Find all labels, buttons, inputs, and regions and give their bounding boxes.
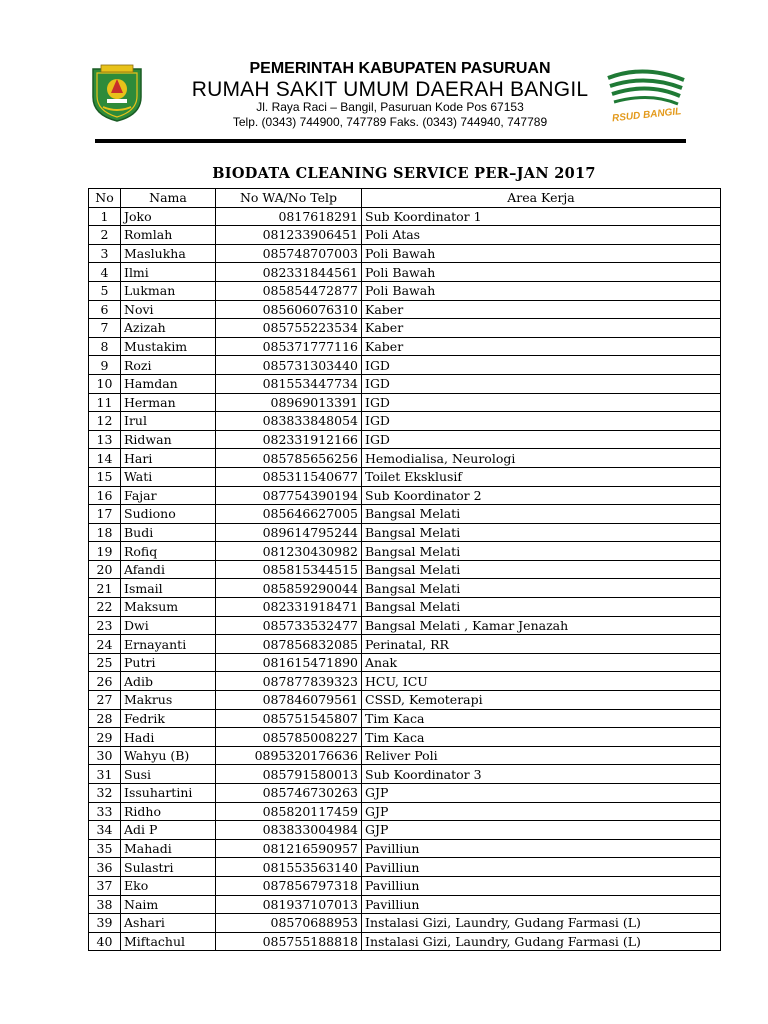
cell-no: 1 (89, 207, 121, 226)
cell-area: Poli Bawah (362, 244, 721, 263)
cell-phone: 081553447734 (216, 374, 362, 393)
cell-area: Bangsal Melati (362, 560, 721, 579)
table-row (89, 784, 721, 803)
cell-area: CSSD, Kemoterapi (362, 691, 721, 710)
cell-nama: Hadi (121, 728, 216, 747)
cell-phone: 085748707003 (216, 244, 362, 263)
cell-no: 18 (89, 523, 121, 542)
cell-area: Bangsal Melati (362, 523, 721, 542)
table-row (89, 765, 721, 784)
cell-area: Bangsal Melati (362, 542, 721, 561)
cell-phone: 085785008227 (216, 728, 362, 747)
cell-nama: Ashari (121, 914, 216, 933)
letterhead (0, 0, 768, 150)
cell-phone: 082331912166 (216, 430, 362, 449)
hospital-address: Jl. Raya Raci – Bangil, Pasuruan Kode Pos 67153 (256, 100, 524, 114)
table-row (89, 374, 721, 393)
table-row (89, 876, 721, 895)
cell-area: Bangsal Melati , Kamar Jenazah (362, 616, 721, 635)
cell-no: 19 (89, 542, 121, 561)
cell-nama: Mustakim (121, 337, 216, 356)
cell-nama: Romlah (121, 226, 216, 245)
table-row (89, 207, 721, 226)
cell-phone: 0817618291 (216, 207, 362, 226)
table-row (89, 542, 721, 561)
cell-no: 34 (89, 821, 121, 840)
table-row (89, 616, 721, 635)
table-row (89, 728, 721, 747)
cell-nama: Ilmi (121, 263, 216, 282)
cell-nama: Fajar (121, 486, 216, 505)
cell-no: 40 (89, 932, 121, 951)
cell-no: 9 (89, 356, 121, 375)
cell-nama: Wati (121, 467, 216, 486)
cell-area: Bangsal Melati (362, 598, 721, 617)
cell-phone: 085731303440 (216, 356, 362, 375)
cell-phone: 085755188818 (216, 932, 362, 951)
cell-nama: Hamdan (121, 374, 216, 393)
cell-nama: Azizah (121, 319, 216, 338)
cell-phone: 083833848054 (216, 412, 362, 431)
cell-phone: 087846079561 (216, 691, 362, 710)
cell-area: Instalasi Gizi, Laundry, Gudang Farmasi (L) (362, 932, 721, 951)
government-name: PEMERINTAH KABUPATEN PASURUAN (249, 60, 551, 77)
table-row (89, 691, 721, 710)
table-row (89, 895, 721, 914)
cell-nama: Rozi (121, 356, 216, 375)
cell-area: Toilet Eksklusif (362, 467, 721, 486)
cell-no: 35 (89, 839, 121, 858)
cell-area: Perinatal, RR (362, 635, 721, 654)
table-row (89, 281, 721, 300)
cell-nama: Maksum (121, 598, 216, 617)
table-row (89, 486, 721, 505)
cell-no: 31 (89, 765, 121, 784)
cell-area: HCU, ICU (362, 672, 721, 691)
cell-phone: 085371777116 (216, 337, 362, 356)
cell-phone: 085820117459 (216, 802, 362, 821)
cell-no: 12 (89, 412, 121, 431)
cell-phone: 085746730263 (216, 784, 362, 803)
cell-nama: Ridho (121, 802, 216, 821)
cell-area: GJP (362, 784, 721, 803)
table-row (89, 244, 721, 263)
cell-nama: Putri (121, 653, 216, 672)
table-row (89, 802, 721, 821)
cell-area: Reliver Poli (362, 746, 721, 765)
cell-phone: 085859290044 (216, 579, 362, 598)
table-row (89, 505, 721, 524)
cleaning-service-table (88, 188, 721, 951)
cell-nama: Hari (121, 449, 216, 468)
table-body (89, 207, 721, 951)
table-row (89, 932, 721, 951)
cell-phone: 085311540677 (216, 467, 362, 486)
cell-no: 4 (89, 263, 121, 282)
cell-phone: 087856832085 (216, 635, 362, 654)
cell-no: 13 (89, 430, 121, 449)
cell-phone: 081230430982 (216, 542, 362, 561)
cell-area: IGD (362, 412, 721, 431)
table-row (89, 914, 721, 933)
table-row (89, 467, 721, 486)
table-row (89, 523, 721, 542)
cell-phone: 087856797318 (216, 876, 362, 895)
cell-no: 26 (89, 672, 121, 691)
cell-area: Pavilliun (362, 839, 721, 858)
table-row (89, 263, 721, 282)
cell-area: Sub Koordinator 2 (362, 486, 721, 505)
cell-area: Kaber (362, 300, 721, 319)
cell-nama: Miftachul (121, 932, 216, 951)
cell-no: 39 (89, 914, 121, 933)
cell-phone: 081937107013 (216, 895, 362, 914)
cell-no: 5 (89, 281, 121, 300)
cell-area: Bangsal Melati (362, 579, 721, 598)
column-header-phone: No WA/No Telp (216, 189, 362, 208)
cell-phone: 085646627005 (216, 505, 362, 524)
cell-area: Poli Bawah (362, 263, 721, 282)
cell-no: 25 (89, 653, 121, 672)
cell-nama: Sudiono (121, 505, 216, 524)
cell-phone: 08969013391 (216, 393, 362, 412)
cell-phone: 085733532477 (216, 616, 362, 635)
cell-no: 36 (89, 858, 121, 877)
table-row (89, 560, 721, 579)
cell-no: 3 (89, 244, 121, 263)
cell-nama: Naim (121, 895, 216, 914)
column-header-nama: Nama (121, 189, 216, 208)
table-row (89, 430, 721, 449)
cell-no: 28 (89, 709, 121, 728)
cell-phone: 0895320176636 (216, 746, 362, 765)
cell-nama: Makrus (121, 691, 216, 710)
table-row (89, 821, 721, 840)
cell-phone: 087877839323 (216, 672, 362, 691)
cell-phone: 085755223534 (216, 319, 362, 338)
table-row (89, 858, 721, 877)
cell-no: 17 (89, 505, 121, 524)
cell-area: Instalasi Gizi, Laundry, Gudang Farmasi (L) (362, 914, 721, 933)
column-header-area: Area Kerja (362, 189, 721, 208)
cell-area: Poli Bawah (362, 281, 721, 300)
cell-area: Bangsal Melati (362, 505, 721, 524)
cell-area: GJP (362, 821, 721, 840)
cell-nama: Issuhartini (121, 784, 216, 803)
cell-no: 6 (89, 300, 121, 319)
cell-nama: Rofiq (121, 542, 216, 561)
cell-area: IGD (362, 430, 721, 449)
cell-no: 2 (89, 226, 121, 245)
cell-nama: Novi (121, 300, 216, 319)
cell-nama: Susi (121, 765, 216, 784)
table-row (89, 226, 721, 245)
table-header-row (89, 189, 721, 208)
cell-phone: 085815344515 (216, 560, 362, 579)
cell-nama: Ernayanti (121, 635, 216, 654)
cell-no: 22 (89, 598, 121, 617)
cell-nama: Irul (121, 412, 216, 431)
cell-phone: 081553563140 (216, 858, 362, 877)
document-title: BIODATA CLEANING SERVICE PER–JAN 2017 (212, 165, 596, 182)
cell-phone: 085854472877 (216, 281, 362, 300)
cell-nama: Herman (121, 393, 216, 412)
pasuruan-regency-crest-icon (89, 63, 145, 123)
cell-phone: 082331844561 (216, 263, 362, 282)
cell-phone: 081216590957 (216, 839, 362, 858)
cell-nama: Wahyu (B) (121, 746, 216, 765)
cell-no: 20 (89, 560, 121, 579)
cell-area: IGD (362, 356, 721, 375)
cell-no: 27 (89, 691, 121, 710)
cell-no: 21 (89, 579, 121, 598)
table-row (89, 393, 721, 412)
cell-area: Tim Kaca (362, 728, 721, 747)
cell-phone: 085751545807 (216, 709, 362, 728)
table-row (89, 709, 721, 728)
cell-phone: 08570688953 (216, 914, 362, 933)
cell-phone: 087754390194 (216, 486, 362, 505)
table-row (89, 412, 721, 431)
cell-no: 16 (89, 486, 121, 505)
cell-no: 24 (89, 635, 121, 654)
cell-no: 30 (89, 746, 121, 765)
cell-no: 38 (89, 895, 121, 914)
cell-area: Pavilliun (362, 858, 721, 877)
cell-nama: Joko (121, 207, 216, 226)
cell-no: 33 (89, 802, 121, 821)
cell-nama: Adi P (121, 821, 216, 840)
table-row (89, 653, 721, 672)
cell-nama: Sulastri (121, 858, 216, 877)
cell-area: Kaber (362, 319, 721, 338)
cell-area: GJP (362, 802, 721, 821)
column-header-no: No (89, 189, 121, 208)
cell-nama: Mahadi (121, 839, 216, 858)
cell-phone: 085785656256 (216, 449, 362, 468)
cell-no: 37 (89, 876, 121, 895)
cell-nama: Maslukha (121, 244, 216, 263)
cell-no: 7 (89, 319, 121, 338)
cell-phone: 082331918471 (216, 598, 362, 617)
cell-nama: Ridwan (121, 430, 216, 449)
table-row (89, 598, 721, 617)
cell-area: Pavilliun (362, 895, 721, 914)
cell-nama: Afandi (121, 560, 216, 579)
table-row (89, 746, 721, 765)
cell-area: Tim Kaca (362, 709, 721, 728)
cell-nama: Fedrik (121, 709, 216, 728)
cell-area: Sub Koordinator 3 (362, 765, 721, 784)
cell-nama: Adib (121, 672, 216, 691)
cell-no: 14 (89, 449, 121, 468)
hospital-phone: Telp. (0343) 744900, 747789 Faks. (0343) 744940, 747789 (232, 115, 548, 129)
cell-no: 29 (89, 728, 121, 747)
cell-area: Kaber (362, 337, 721, 356)
cell-no: 8 (89, 337, 121, 356)
cell-area: Poli Atas (362, 226, 721, 245)
table-row (89, 300, 721, 319)
table-row (89, 356, 721, 375)
cell-nama: Budi (121, 523, 216, 542)
cell-nama: Ismail (121, 579, 216, 598)
cell-area: IGD (362, 374, 721, 393)
cell-area: Anak (362, 653, 721, 672)
cell-no: 10 (89, 374, 121, 393)
hospital-name: RUMAH SAKIT UMUM DAERAH BANGIL (191, 78, 589, 101)
cell-area: Hemodialisa, Neurologi (362, 449, 721, 468)
cell-phone: 085606076310 (216, 300, 362, 319)
cell-area: Pavilliun (362, 876, 721, 895)
table-row (89, 839, 721, 858)
table-row (89, 672, 721, 691)
table-row (89, 579, 721, 598)
cell-phone: 081233906451 (216, 226, 362, 245)
cell-no: 11 (89, 393, 121, 412)
cell-nama: Eko (121, 876, 216, 895)
table-row (89, 337, 721, 356)
letterhead-divider (95, 139, 686, 143)
cell-phone: 083833004984 (216, 821, 362, 840)
table-row (89, 449, 721, 468)
rsud-bangil-logo-icon (604, 66, 686, 126)
cell-area: IGD (362, 393, 721, 412)
cell-area: Sub Koordinator 1 (362, 207, 721, 226)
cell-nama: Lukman (121, 281, 216, 300)
table-row (89, 635, 721, 654)
table-row (89, 319, 721, 338)
cell-no: 15 (89, 467, 121, 486)
cell-no: 23 (89, 616, 121, 635)
cell-phone: 081615471890 (216, 653, 362, 672)
cell-no: 32 (89, 784, 121, 803)
cell-phone: 085791580013 (216, 765, 362, 784)
cell-phone: 089614795244 (216, 523, 362, 542)
rsud-logo-text: RSUD BANGIL (611, 106, 682, 125)
cell-nama: Dwi (121, 616, 216, 635)
